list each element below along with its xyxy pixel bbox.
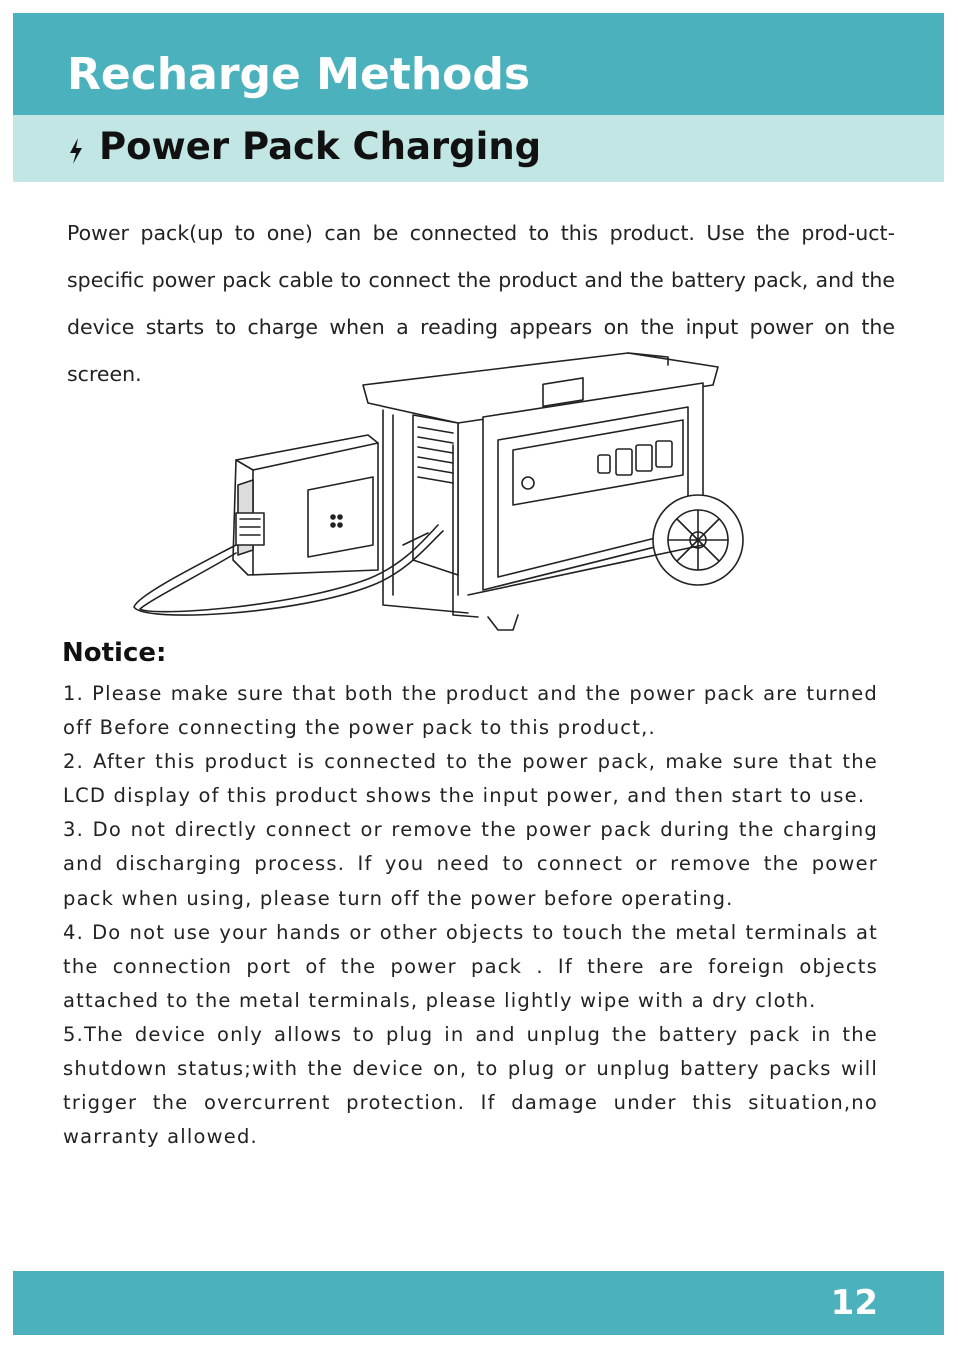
notice-item: 3. Do not directly connect or remove the power pack during the charging and discharging process. If you need to connect or remove the power pack when using, please turn off the power before operating.	[63, 818, 878, 910]
notice-item: 1. Please make sure that both the product and the power pack are turned off Before connecting the power pack to this product,.	[63, 682, 878, 740]
section-header-band	[13, 115, 944, 182]
notice-title: Notice:	[62, 638, 167, 668]
section-title: Power Pack Charging	[99, 125, 542, 168]
lightning-bolt-icon	[67, 137, 85, 165]
notice-item: 5.The device only allows to plug in and unplug the battery pack in the shutdown status;with the device on, to plug or unplug battery packs will trigger the overcurrent protection. If damage under this situation,no warranty allowed.	[63, 1022, 878, 1149]
notice-item: 2. After this product is connected to the power pack, make sure that the LCD display of this product shows the input power, and then start to use.	[63, 750, 878, 808]
notice-item: 4. Do not use your hands or other objects to touch the metal terminals at the connection port of the power pack . If there are foreign objects attached to the metal terminals, please lightly wipe with a dry cloth.	[63, 920, 878, 1012]
intro-paragraph: Power pack(up to one) can be connected to this product. Use the prod-uct-specific power pack cable to connect the product and the battery pack, and the device starts to charge when a reading appears on the input power on the screen.	[67, 221, 895, 386]
footer-band	[13, 1271, 944, 1335]
power-station-with-power-pack-illustration	[128, 345, 748, 635]
page-number: 12	[830, 1283, 878, 1323]
page-title: Recharge Methods	[67, 49, 531, 100]
header-band	[13, 13, 944, 115]
notice-list	[63, 677, 878, 1154]
